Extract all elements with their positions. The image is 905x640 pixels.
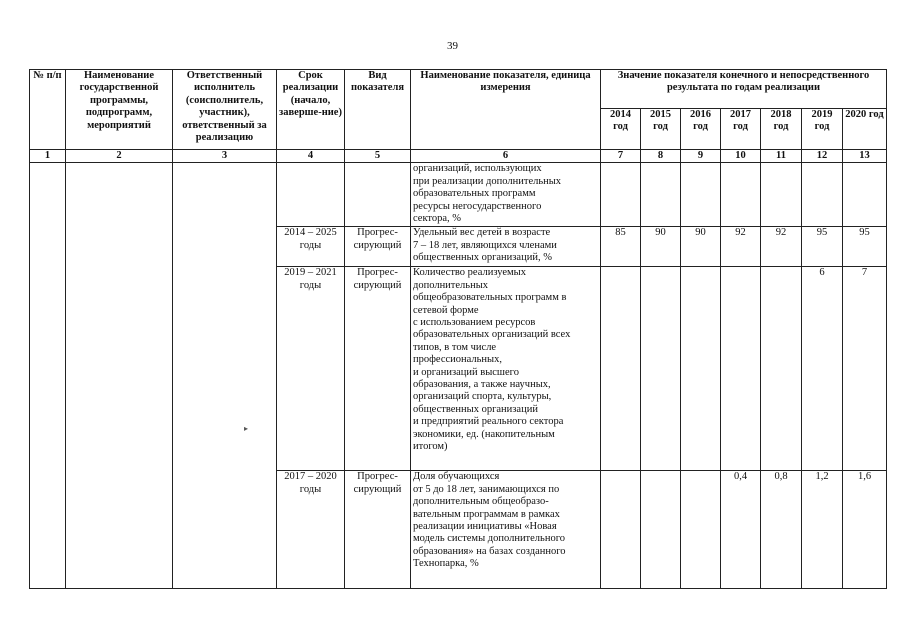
cell-indicator-type [345,163,411,227]
cell-value [761,267,802,471]
cell-value: 0,4 [721,471,761,589]
cell-value: 1,6 [843,471,887,589]
header-year: 2018 год [761,109,802,150]
cell-value [802,163,843,227]
table-row [30,163,887,227]
cell-value [601,163,641,227]
cell-indicator-name: Количество реализуемых дополнительных общеобразовательных программ в сетевой форме с использованием ресурсов образовательных организаций всех типов, в том числе профессиональных, и организаций высшего образования, а также научных, организаций спорта, культуры, общественных организаций и предприятий реального сектора экономики, ед. (накопительным итогом) [411,267,601,471]
cell-value [641,471,681,589]
header-year: 2014 год [601,109,641,150]
column-number: 9 [681,150,721,163]
cell-term [277,163,345,227]
cell-value [601,267,641,471]
column-number: 12 [802,150,843,163]
cell-value [761,163,802,227]
header-year: 2015 год [641,109,681,150]
cell-term: 2014 – 2025 годы [277,227,345,267]
cell-value: 92 [721,227,761,267]
cell-value [641,163,681,227]
cell-value: 1,2 [802,471,843,589]
column-number: 1 [30,150,66,163]
cell-indicator-type: Прогрес-сирующий [345,267,411,471]
cell-value: 95 [843,227,887,267]
page-number: 39 [447,40,458,52]
header-year: 2020 год [843,109,887,150]
indicator-table [29,69,887,589]
cell-indicator-type: Прогрес-сирующий [345,471,411,589]
scan-speck: ▸ [244,424,249,433]
header-year: 2017 год [721,109,761,150]
cell-indicator-name: организаций, использующих при реализации дополнительных образовательных программ ресурсы негосударственного сектора, % [411,163,601,227]
cell-value: 95 [802,227,843,267]
cell-value [641,267,681,471]
header-row-1 [30,70,887,109]
cell-value [681,163,721,227]
cell-value [681,471,721,589]
cell-value: 7 [843,267,887,471]
cell-term: 2017 – 2020 годы [277,471,345,589]
cell-value: 6 [802,267,843,471]
header-values-group: Значение показателя конечного и непосредственного результата по годам реализации [601,70,887,109]
cell-value: 0,8 [761,471,802,589]
column-number: 2 [66,150,173,163]
cell-term: 2019 – 2021 годы [277,267,345,471]
cell-value [601,471,641,589]
cell-value: 90 [641,227,681,267]
cell-value [721,163,761,227]
column-number: 8 [641,150,681,163]
header-indicator-type: Вид показателя [345,70,411,150]
header-indicator-name: Наименование показателя, единица измерения [411,70,601,150]
header-term: Срок реализации (начало, заверше-ние) [277,70,345,150]
column-number: 13 [843,150,887,163]
header-program-name: Наименование государственной программы, подпрограмм, мероприятий [66,70,173,150]
column-number-row [30,150,887,163]
header-year: 2019 год [802,109,843,150]
column-number: 7 [601,150,641,163]
cell-value: 90 [681,227,721,267]
column-number: 3 [173,150,277,163]
cell-value [681,267,721,471]
cell-indicator-name: Удельный вес детей в возрасте 7 – 18 лет, являющихся членами общественных организаций, % [411,227,601,267]
cell-value [721,267,761,471]
cell-program-name [66,163,173,589]
cell-indicator-type: Прогрес-сирующий [345,227,411,267]
cell-number [30,163,66,589]
column-number: 10 [721,150,761,163]
column-number: 6 [411,150,601,163]
cell-value [843,163,887,227]
column-number: 5 [345,150,411,163]
header-responsible: Ответственный исполнитель (соисполнитель, участник), ответственный за реализацию [173,70,277,150]
column-number: 4 [277,150,345,163]
cell-value: 85 [601,227,641,267]
cell-indicator-name: Доля обучающихся от 5 до 18 лет, занимающихся по дополнительным общеобразо- вательным программам в рамках реализации инициативы «Новая модель системы дополнительного образования» на базах созданного Технопарка, % [411,471,601,589]
column-number: 11 [761,150,802,163]
header-number: № п/п [30,70,66,150]
cell-value: 92 [761,227,802,267]
cell-responsible [173,163,277,589]
header-year: 2016 год [681,109,721,150]
